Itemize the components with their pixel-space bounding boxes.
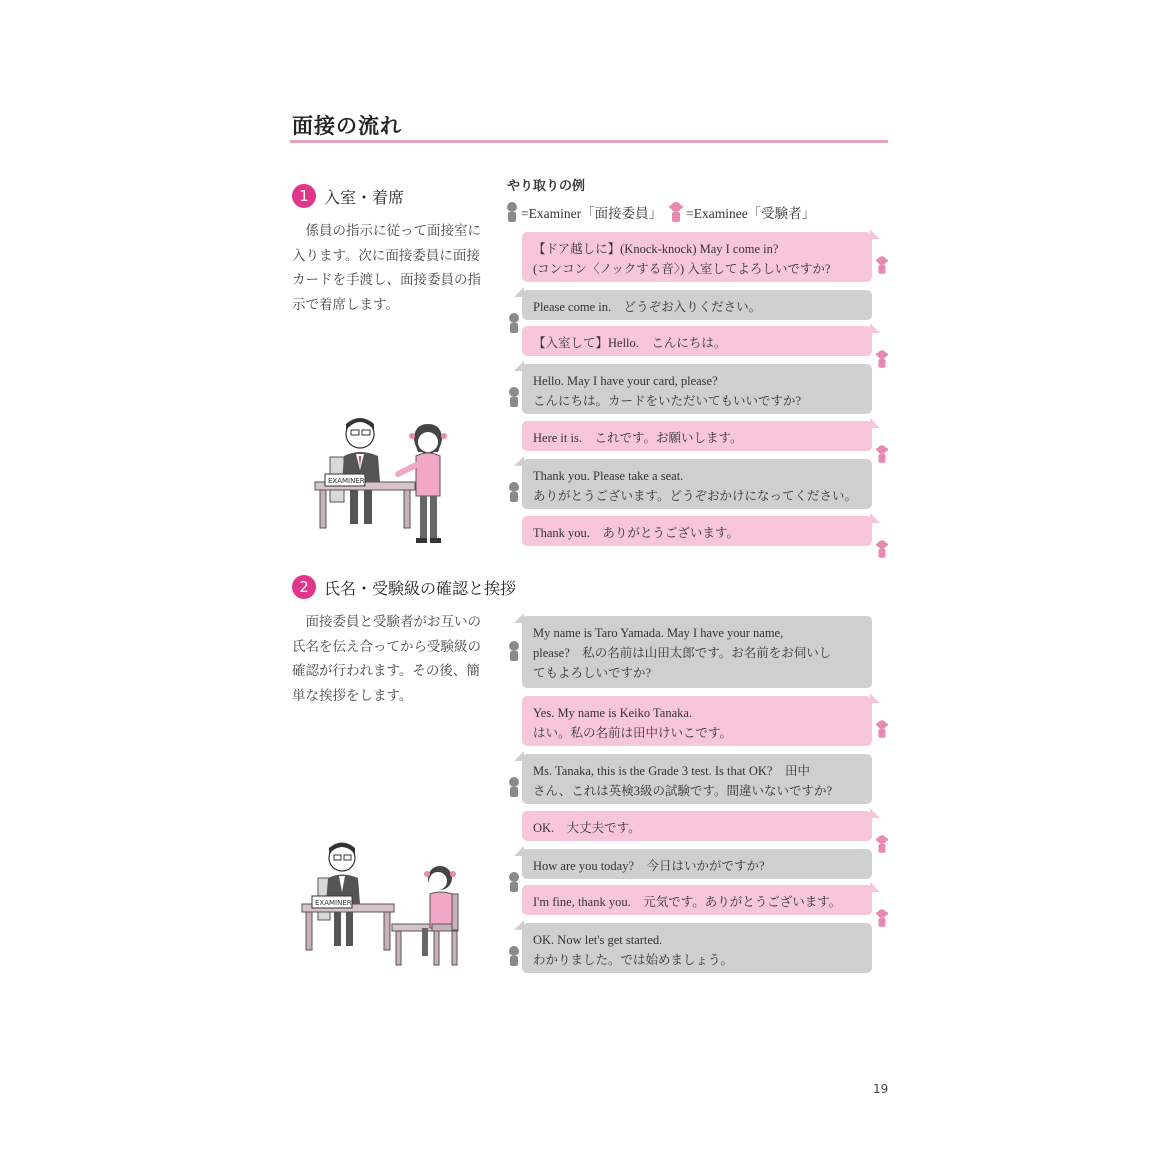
dialogue2-bubble-1 (522, 616, 872, 688)
examiner-icon (507, 386, 521, 408)
interview-illustration (300, 838, 470, 978)
desk-sign: EXAMINER (328, 477, 365, 485)
legend (505, 201, 815, 223)
bubble-line: Yes. My name is Keiko Tanaka. (533, 706, 693, 720)
examiner-icon (507, 481, 521, 503)
bubble-line: Thank you. Please take a seat. (533, 469, 684, 483)
dialogue1-bubble-1 (522, 232, 872, 282)
dialogue1-bubble-5 (522, 421, 872, 451)
bubble-line: Hello. May I have your card, please? (533, 374, 718, 388)
section1-title: 入室・着席 (324, 187, 405, 207)
examiner-icon (507, 776, 521, 798)
bubble-line: わかりました。では始めましょう。 (533, 953, 734, 967)
bubble-line: OK. Now let's get started. (533, 933, 663, 947)
bubble-line: OK. 大丈夫です。 (533, 821, 641, 835)
examinee-icon (875, 907, 889, 929)
section2-number: 2 (292, 575, 316, 599)
section2-title: 氏名・受験級の確認と挨拶 (324, 578, 517, 598)
bubble-line: 【ドア越しに】(Knock-knock) May I come in? (533, 242, 779, 256)
section2-text: 面接委員と受験者がお互いの氏名を伝え合ってから受験級の確認が行われます。その後、簡単な挨拶をします。 (292, 614, 481, 704)
section1-text: 係員の指示に従って面接室に入ります。次に面接委員に面接カードを手渡し、面接委員の指示で着席します。 (292, 223, 481, 313)
page-title: 面接の流れ (292, 114, 402, 138)
bubble-line: Here it is. これです。お願いします。 (533, 431, 743, 445)
bubble-line: さん、これは英検3級の試験です。間違いないですか? (533, 784, 833, 798)
examinee-icon (875, 718, 889, 740)
examiner-icon (505, 201, 519, 223)
dialogue2-bubble-7 (522, 923, 872, 973)
examinee-icon (875, 254, 889, 276)
dialogue2-bubble-3 (522, 754, 872, 804)
dialogue2-bubble-5 (522, 849, 872, 879)
section2-heading (292, 575, 516, 599)
bubble-line: Thank you. ありがとうございます。 (533, 526, 739, 540)
dialogue2-bubble-6 (522, 885, 872, 915)
dialogue1-bubble-2 (522, 290, 872, 320)
bubble-line: 【入室して】Hello. こんにちは。 (533, 336, 727, 350)
bubble-line: てもよろしいですか? (533, 666, 652, 680)
bubble-line: はい。私の名前は田中けいこです。 (533, 726, 733, 740)
examinee-icon (668, 201, 684, 223)
examiner-icon (507, 945, 521, 967)
section1-heading (292, 184, 404, 208)
examinee-icon (875, 348, 889, 370)
bubble-line: Please come in. どうぞお入りください。 (533, 300, 762, 314)
bubble-line: How are you today? 今日はいかがですか? (533, 859, 765, 873)
section1-number: 1 (292, 184, 316, 208)
entry-illustration (310, 412, 460, 552)
page-number: 19 (873, 1082, 889, 1096)
dialogue1-bubble-6 (522, 459, 872, 509)
examinee-icon (875, 833, 889, 855)
bubble-line: Ms. Tanaka, this is the Grade 3 test. Is that OK? 田中 (533, 764, 810, 778)
examiner-icon (507, 640, 521, 662)
dialogue2-bubble-4 (522, 811, 872, 841)
bubble-line: I'm fine, thank you. 元気です。ありがとうございます。 (533, 895, 842, 909)
bubble-line: please? 私の名前は山田太郎です。お名前をお伺いし (533, 646, 832, 660)
legend-examinee: =Examinee「受験者」 (686, 206, 816, 221)
bubble-line: (コンコン〈ノックする音〉) 入室してよろしいですか? (533, 262, 831, 276)
legend-examiner: =Examiner「面接委員」 (521, 206, 663, 221)
bubble-line: My name is Taro Yamada. May I have your name, (533, 626, 784, 640)
desk-sign: EXAMINER (315, 899, 352, 907)
title-underline (290, 140, 888, 143)
examiner-icon (507, 871, 521, 893)
dialogue2-bubble-2 (522, 696, 872, 746)
examinee-icon (875, 538, 889, 560)
dialogue1-bubble-3 (522, 326, 872, 356)
dialogue1-bubble-4 (522, 364, 872, 414)
examiner-icon (507, 312, 521, 334)
dialogue1-bubble-7 (522, 516, 872, 546)
example-title: やり取りの例 (507, 179, 586, 194)
examinee-icon (875, 443, 889, 465)
bubble-line: こんにちは。カードをいただいてもいいですか? (533, 394, 802, 408)
bubble-line: ありがとうございます。どうぞおかけになってください。 (533, 489, 858, 503)
